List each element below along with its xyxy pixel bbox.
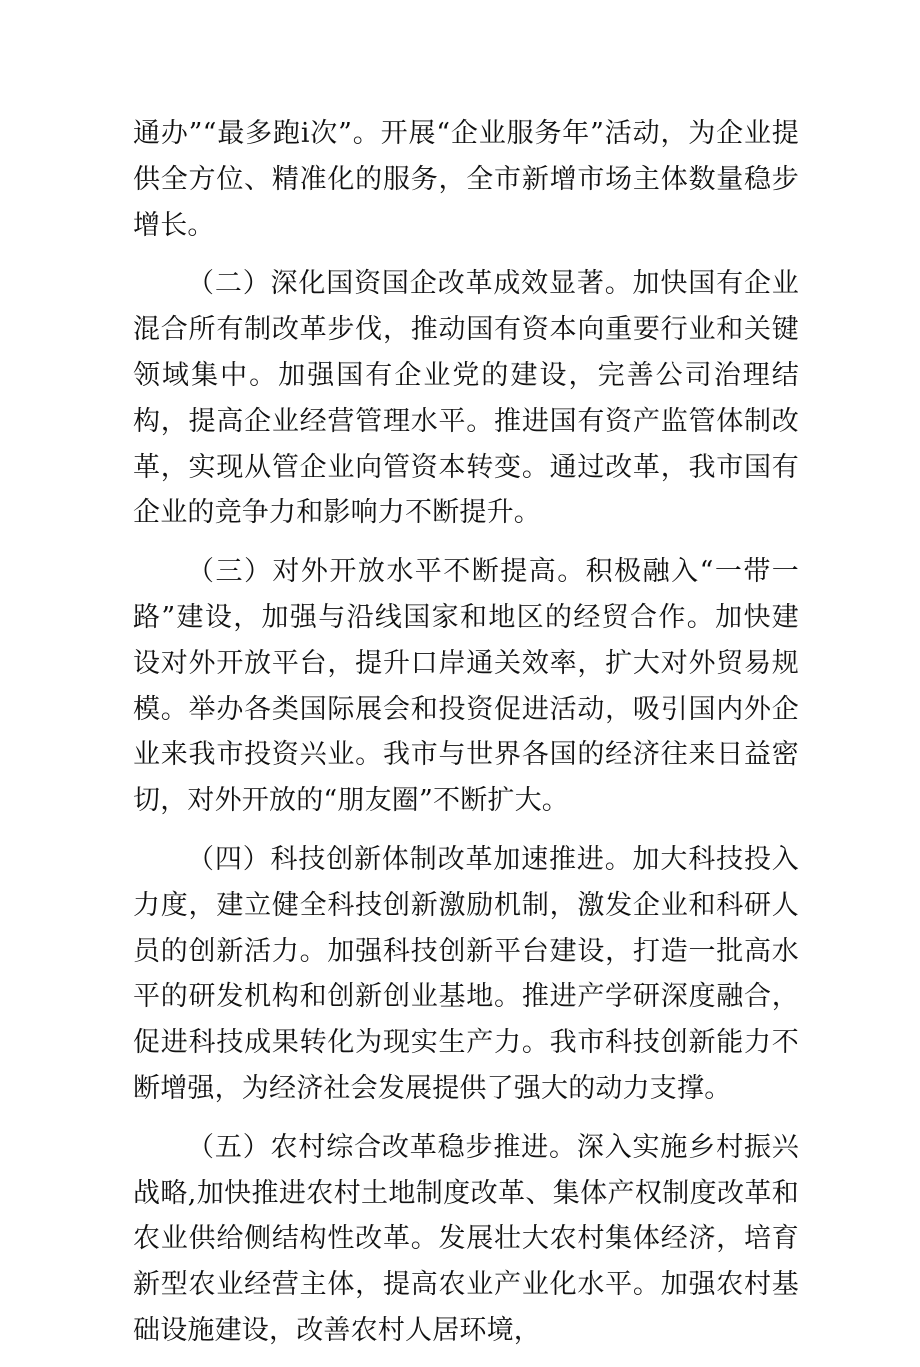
paragraph-section-2: （二）深化国资国企改革成效显著。加快国有企业混合所有制改革步伐，推动国有资本向重要行业和关键领域集中。加强国有企业党的建设，完善公司治理结构，提高企业经营管理水平。推进国有资产监管体制改革，实现从管企业向管资本转变。通过改革，我市国有企业的竞争力和影响力不断提升。 [133, 268, 799, 529]
paragraph-section-3: （三）对外开放水平不断提高。积极融入“一带一路”建设，加强与沿线国家和地区的经贸合作。加快建设对外开放平台，提升口岸通关效率，扩大对外贸易规模。举办各类国际展会和投资促进活动，吸引国内外企业来我市投资兴业。我市与世界各国的经济往来日益密切，对外开放的“朋友圈”不断扩大。 [133, 556, 799, 817]
document-body [133, 111, 799, 1367]
paragraph-section-5: （五）农村综合改革稳步推进。深入实施乡村振兴战略,加快推进农村土地制度改革、集体产权制度改革和农业供给侧结构性改革。发展壮大农村集体经济，培育新型农业经营主体，提高农业产业化水平。加强农村基础设施建设，改善农村人居环境， [133, 1131, 799, 1346]
paragraph-continuation: 通办”“最多跑i次”。开展“企业服务年”活动，为企业提供全方位、精准化的服务，全市新增市场主体数量稳步增长。 [133, 118, 799, 241]
paragraph-section-4: （四）科技创新体制改革加速推进。加大科技投入力度，建立健全科技创新激励机制，激发企业和科研人员的创新活力。加强科技创新平台建设，打造一批高水平的研发机构和创新创业基地。推进产学研深度融合，促进科技成果转化为现实生产力。我市科技创新能力不断增强，为经济社会发展提供了强大的动力支撑。 [133, 843, 799, 1104]
